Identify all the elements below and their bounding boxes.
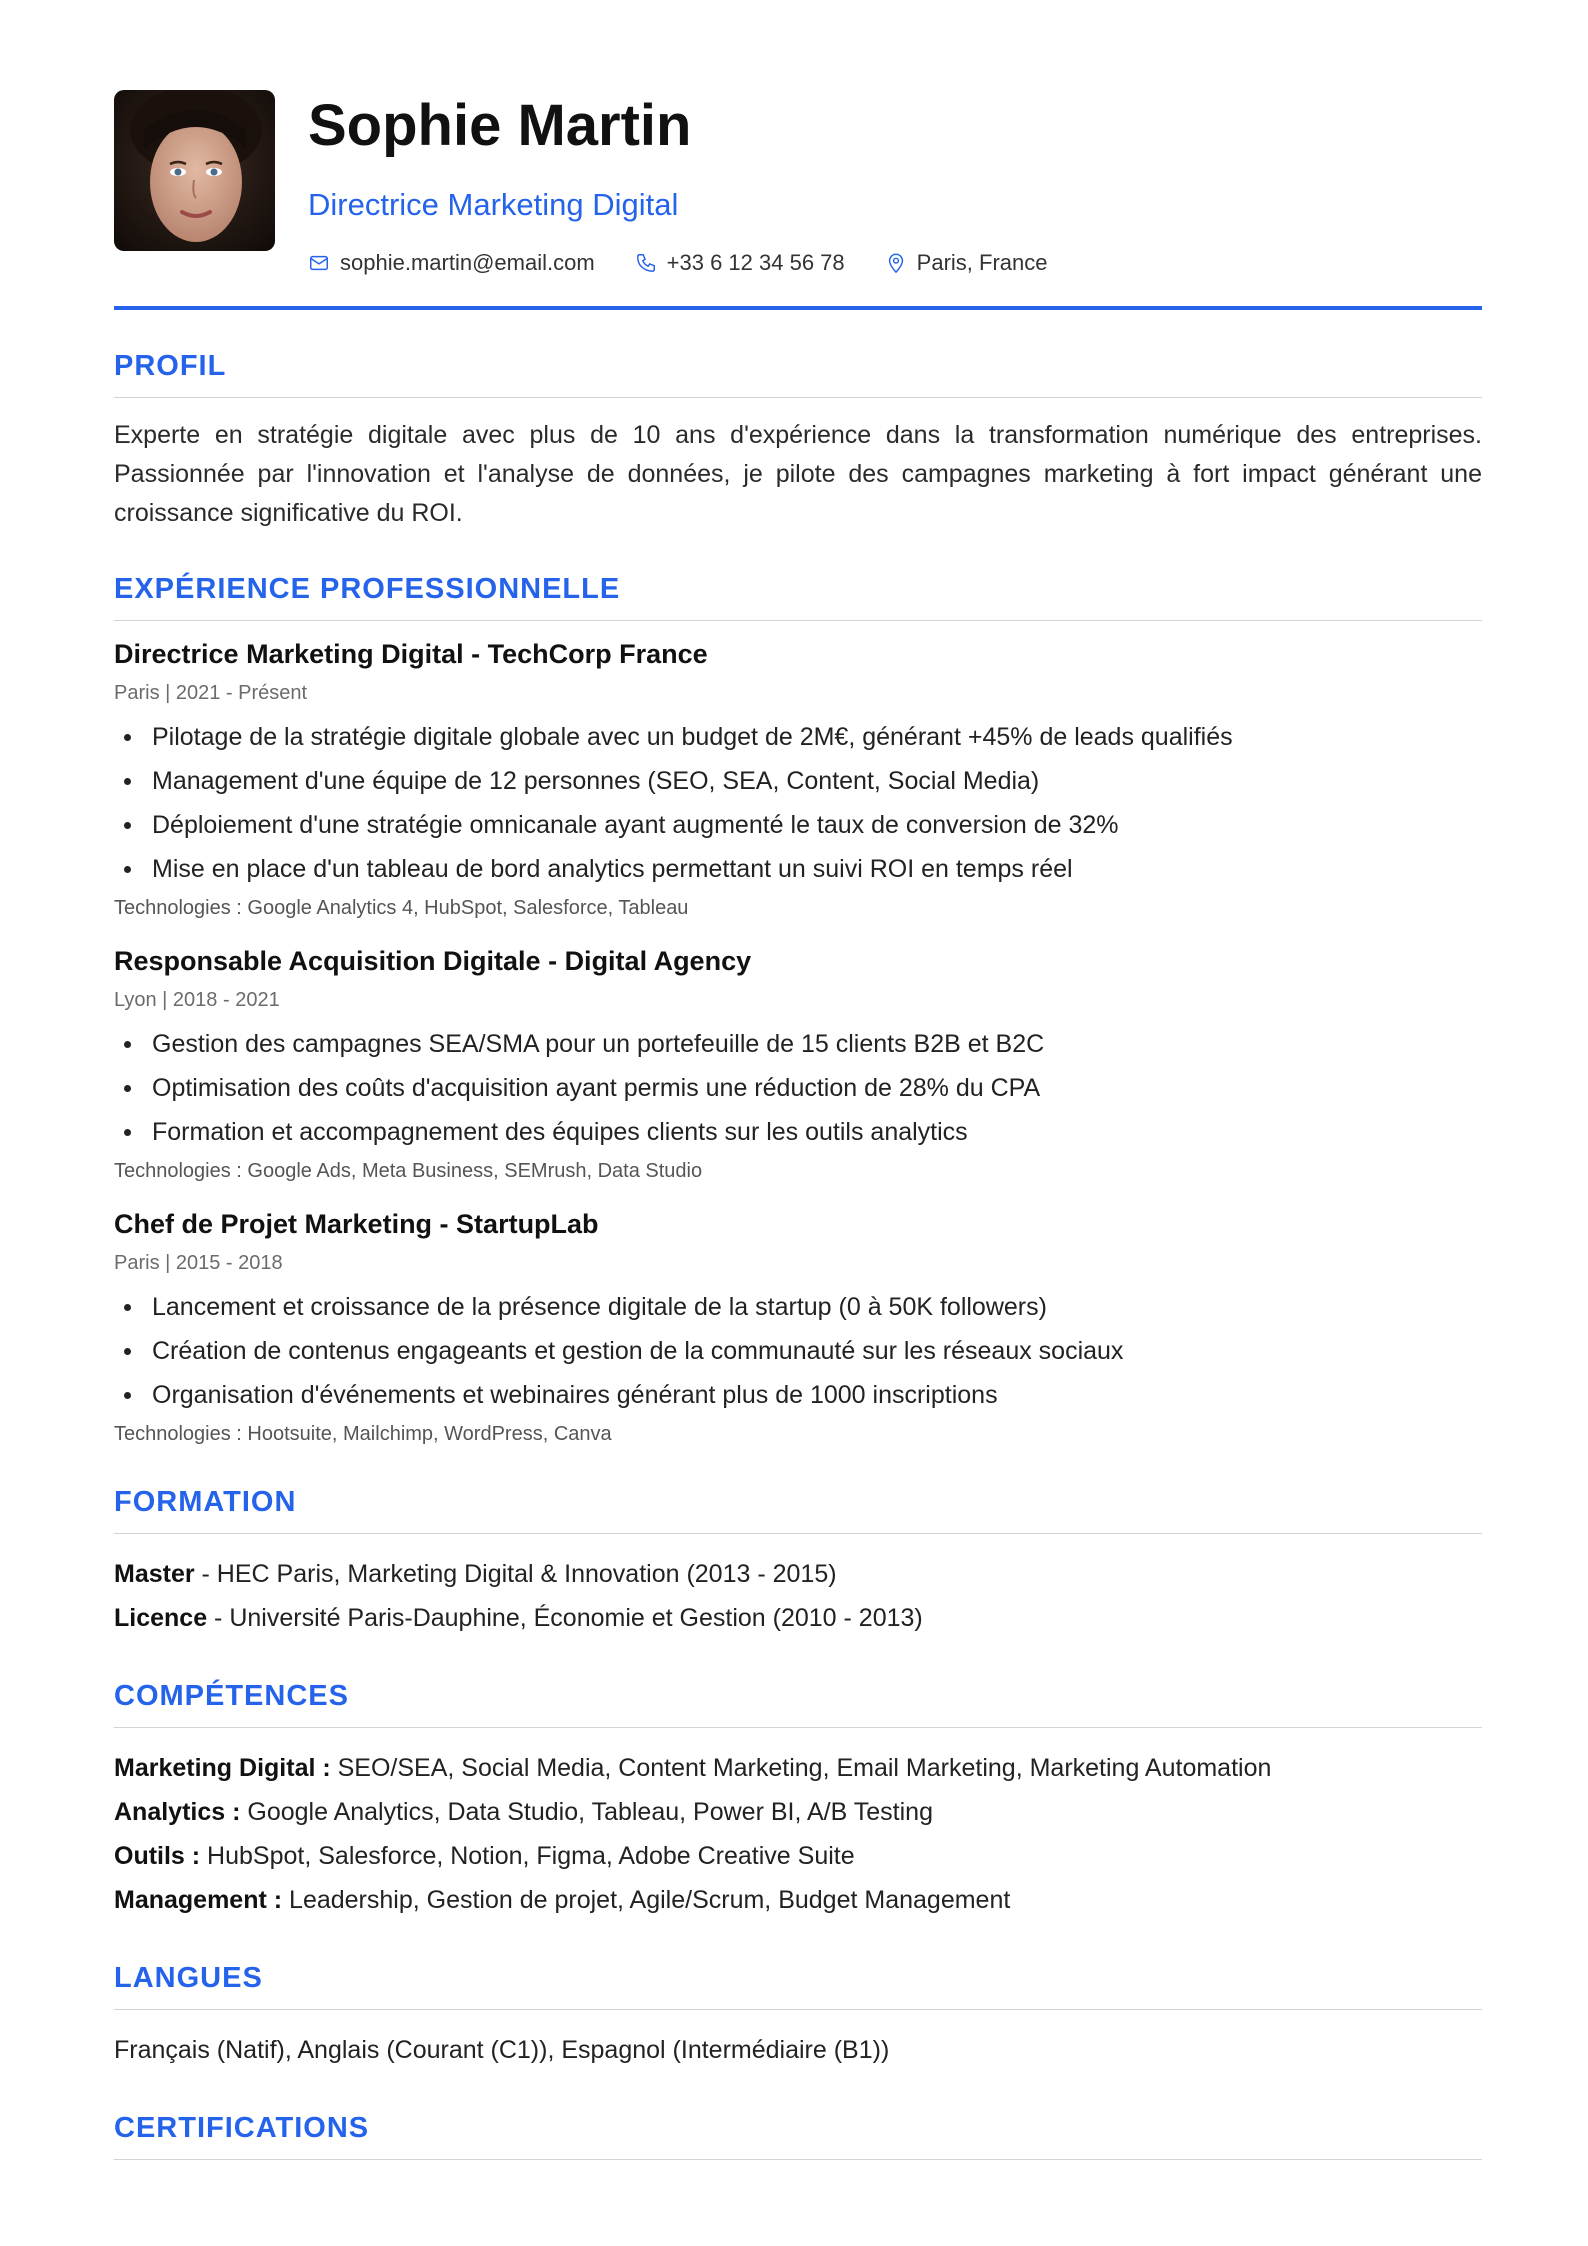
education-detail: - Université Paris-Dauphine, Économie et Gestion (2010 - 2013) [207, 1604, 923, 1632]
section-title: CERTIFICATIONS [114, 2112, 1482, 2160]
list-item: Mise en place d'un tableau de bord analytics permettant un suivi ROI en temps réel [114, 847, 1482, 891]
certifications-section [114, 2112, 1482, 2160]
skill-value: Leadership, Gestion de projet, Agile/Scrum, Budget Management [282, 1886, 1011, 1914]
education-degree: Licence [114, 1604, 208, 1632]
education-detail: - HEC Paris, Marketing Digital & Innovation (2013 - 2015) [194, 1560, 837, 1588]
languages-text: Français (Natif), Anglais (Courant (C1)), Espagnol (Intermédiaire (B1)) [114, 2036, 890, 2064]
contact-row [308, 250, 1087, 276]
job-entry [114, 639, 1482, 920]
list-item: Optimisation des coûts d'acquisition ayant permis une réduction de 28% du CPA [114, 1066, 1482, 1110]
job-title: Responsable Acquisition Digitale - Digital Agency [114, 946, 752, 976]
skill-label: Marketing Digital : [114, 1754, 331, 1782]
section-title: COMPÉTENCES [114, 1680, 1482, 1728]
resume-content [114, 90, 1482, 2178]
contact-location [885, 250, 1048, 276]
job-technologies: Technologies : Hootsuite, Mailchimp, WordPress, Canva [114, 1423, 612, 1445]
education-item [114, 1552, 1482, 1596]
job-bullets [114, 1285, 1482, 1417]
job-bullets [114, 715, 1482, 891]
list-item: Formation et accompagnement des équipes clients sur les outils analytics [114, 1110, 1482, 1154]
skill-label: Outils : [114, 1842, 201, 1870]
profile-photo [114, 90, 275, 251]
skill-label: Management : [114, 1886, 283, 1914]
languages-section [114, 1962, 1482, 2072]
job-meta: Lyon | 2018 - 2021 [114, 989, 280, 1011]
profile-summary: Experte en stratégie digitale avec plus de 10 ans d'expérience dans la transformation numérique des entreprises. Passionnée par l'innovation et l'analyse de données, je pilote des campagnes marketing à fort impact générant une croissance significative du ROI. [114, 421, 1482, 527]
candidate-name: Sophie Martin [308, 93, 692, 158]
skill-label: Analytics : [114, 1798, 241, 1826]
list-item: Création de contenus engageants et gestion de la communauté sur les réseaux sociaux [114, 1329, 1482, 1373]
skill-item [114, 1746, 1482, 1790]
job-meta: Paris | 2021 - Présent [114, 682, 308, 704]
section-title: EXPÉRIENCE PROFESSIONNELLE [114, 573, 1482, 621]
section-title: FORMATION [114, 1486, 1482, 1534]
skill-value: Google Analytics, Data Studio, Tableau, Power BI, A/B Testing [240, 1798, 933, 1826]
job-title: Chef de Projet Marketing - StartupLab [114, 1209, 599, 1239]
job-bullets [114, 1022, 1482, 1154]
list-item: Pilotage de la stratégie digitale globale avec un budget de 2M€, générant +45% de leads qualifiés [114, 715, 1482, 759]
skill-item [114, 1834, 1482, 1878]
location-text: Paris, France [916, 250, 1048, 275]
list-item: Gestion des campagnes SEA/SMA pour un portefeuille de 15 clients B2B et B2C [114, 1022, 1482, 1066]
experience-section [114, 573, 1482, 1446]
job-entry [114, 1209, 1482, 1446]
job-entry [114, 946, 1482, 1183]
skill-item [114, 1790, 1482, 1834]
skills-section [114, 1680, 1482, 1922]
list-item: Management d'une équipe de 12 personnes (SEO, SEA, Content, Social Media) [114, 759, 1482, 803]
profile-section [114, 350, 1482, 533]
phone-text: +33 6 12 34 56 78 [666, 250, 845, 275]
job-technologies: Technologies : Google Analytics 4, HubSpot, Salesforce, Tableau [114, 897, 689, 919]
skill-item [114, 1878, 1482, 1922]
mail-icon [308, 252, 330, 274]
section-title: LANGUES [114, 1962, 1482, 2010]
education-section [114, 1486, 1482, 1640]
resume-header [114, 90, 1482, 310]
contact-phone[interactable] [635, 250, 845, 276]
skill-value: SEO/SEA, Social Media, Content Marketing, Email Marketing, Marketing Automation [330, 1754, 1272, 1782]
list-item: Organisation d'événements et webinaires générant plus de 1000 inscriptions [114, 1373, 1482, 1417]
job-technologies: Technologies : Google Ads, Meta Business, SEMrush, Data Studio [114, 1160, 703, 1182]
list-item: Lancement et croissance de la présence digitale de la startup (0 à 50K followers) [114, 1285, 1482, 1329]
section-title: PROFIL [114, 350, 1482, 398]
candidate-job-title: Directrice Marketing Digital [308, 187, 679, 222]
list-item: Déploiement d'une stratégie omnicanale ayant augmenté le taux de conversion de 32% [114, 803, 1482, 847]
education-degree: Master [114, 1560, 195, 1588]
phone-icon [635, 252, 657, 274]
map-pin-icon [885, 252, 907, 274]
contact-email[interactable] [308, 250, 595, 276]
education-item [114, 1596, 1482, 1640]
skill-value: HubSpot, Salesforce, Notion, Figma, Adobe Creative Suite [200, 1842, 855, 1870]
job-title: Directrice Marketing Digital - TechCorp France [114, 639, 708, 669]
email-text: sophie.martin@email.com [340, 250, 595, 275]
job-meta: Paris | 2015 - 2018 [114, 1252, 283, 1274]
